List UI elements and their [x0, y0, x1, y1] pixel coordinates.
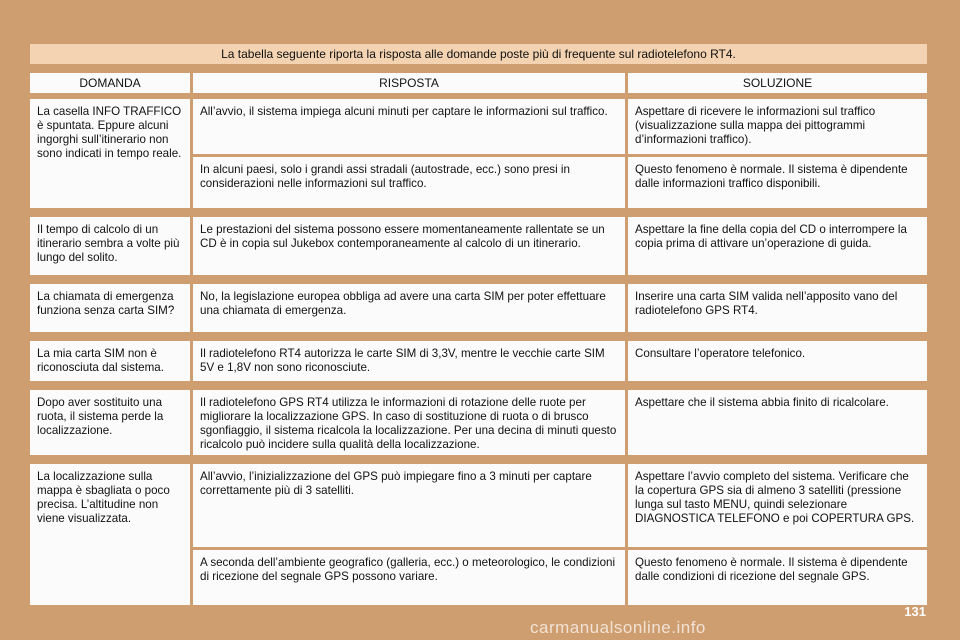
- answer-cell: A seconda dell’ambiente geografico (galleria, ecc.) o meteorologico, le condizioni di ricezione del segnale GPS possono variare.: [193, 550, 625, 605]
- question-cell: La mia carta SIM non è riconosciuta dal sistema.: [30, 341, 190, 381]
- answer-cell: Il radiotelefono GPS RT4 utilizza le informazioni di rotazione delle ruote per migliorare la localizzazione GPS. In caso di sostituzione di ruota o di brusco sgonfiaggio, il sistema ricalcola la localizzazione. Per una decina di minuti questo ricalcolo può incidere sulla qualità della localizzazione.: [193, 390, 625, 455]
- question-cell: Dopo aver sostituito una ruota, il sistema perde la localizzazione.: [30, 390, 190, 455]
- page-number: 131: [904, 604, 926, 619]
- answer-cell: No, la legislazione europea obbliga ad avere una carta SIM per poter effettuare una chiamata di emergenza.: [193, 284, 625, 332]
- solution-cell: Aspettare di ricevere le informazioni sul traffico (visualizzazione sulla mappa dei pittogrammi d’informazioni traffico).: [628, 99, 927, 154]
- table-intro-banner: La tabella seguente riporta la risposta alle domande poste più di frequente sul radiotelefono RT4.: [30, 44, 927, 64]
- solution-cell: Questo fenomeno è normale. Il sistema è dipendente dalle condizioni di ricezione del segnale GPS.: [628, 550, 927, 605]
- question-cell: La chiamata di emergenza funziona senza carta SIM?: [30, 284, 190, 332]
- answer-cell: In alcuni paesi, solo i grandi assi stradali (autostrade, ecc.) sono presi in considerazioni nelle informazioni sul traffico.: [193, 157, 625, 208]
- solution-cell: Questo fenomeno è normale. Il sistema è dipendente dalle informazioni traffico disponibili.: [628, 157, 927, 208]
- solution-cell: Inserire una carta SIM valida nell’apposito vano del radiotelefono GPS RT4.: [628, 284, 927, 332]
- question-cell: Il tempo di calcolo di un itinerario sembra a volte più lungo del solito.: [30, 217, 190, 275]
- answer-cell: Il radiotelefono RT4 autorizza le carte SIM di 3,3V, mentre le vecchie carte SIM 5V e 1,8V non sono riconosciute.: [193, 341, 625, 381]
- solution-cell: Aspettare la fine della copia del CD o interrompere la copia prima di attivare un’operazione di guida.: [628, 217, 927, 275]
- header-risposta: RISPOSTA: [193, 73, 625, 93]
- solution-cell: Consultare l’operatore telefonico.: [628, 341, 927, 381]
- question-cell: La casella INFO TRAFFICO è spuntata. Eppure alcuni ingorghi sull’itinerario non sono indicati in tempo reale.: [30, 99, 190, 208]
- header-domanda: DOMANDA: [30, 73, 190, 93]
- solution-cell: Aspettare che il sistema abbia finito di ricalcolare.: [628, 390, 927, 455]
- question-cell: La localizzazione sulla mappa è sbagliata o poco precisa. L’altitudine non viene visualizzata.: [30, 464, 190, 605]
- watermark-text: carmanualsonline.info: [530, 618, 706, 637]
- solution-cell: Aspettare l’avvio completo del sistema. Verificare che la copertura GPS sia di almeno 3 satelliti (pressione lunga sul tasto MENU, quindi selezionare DIAGNOSTICA TELEFONO e poi COPERTURA GPS.: [628, 464, 927, 547]
- answer-cell: Le prestazioni del sistema possono essere momentaneamente rallentate se un CD è in copia sul Jukebox contemporaneamente al calcolo di un itinerario.: [193, 217, 625, 275]
- header-soluzione: SOLUZIONE: [628, 73, 927, 93]
- answer-cell: All’avvio, l’inizializzazione del GPS può impiegare fino a 3 minuti per captare correttamente più di 3 satelliti.: [193, 464, 625, 547]
- answer-cell: All’avvio, il sistema impiega alcuni minuti per captare le informazioni sul traffico.: [193, 99, 625, 154]
